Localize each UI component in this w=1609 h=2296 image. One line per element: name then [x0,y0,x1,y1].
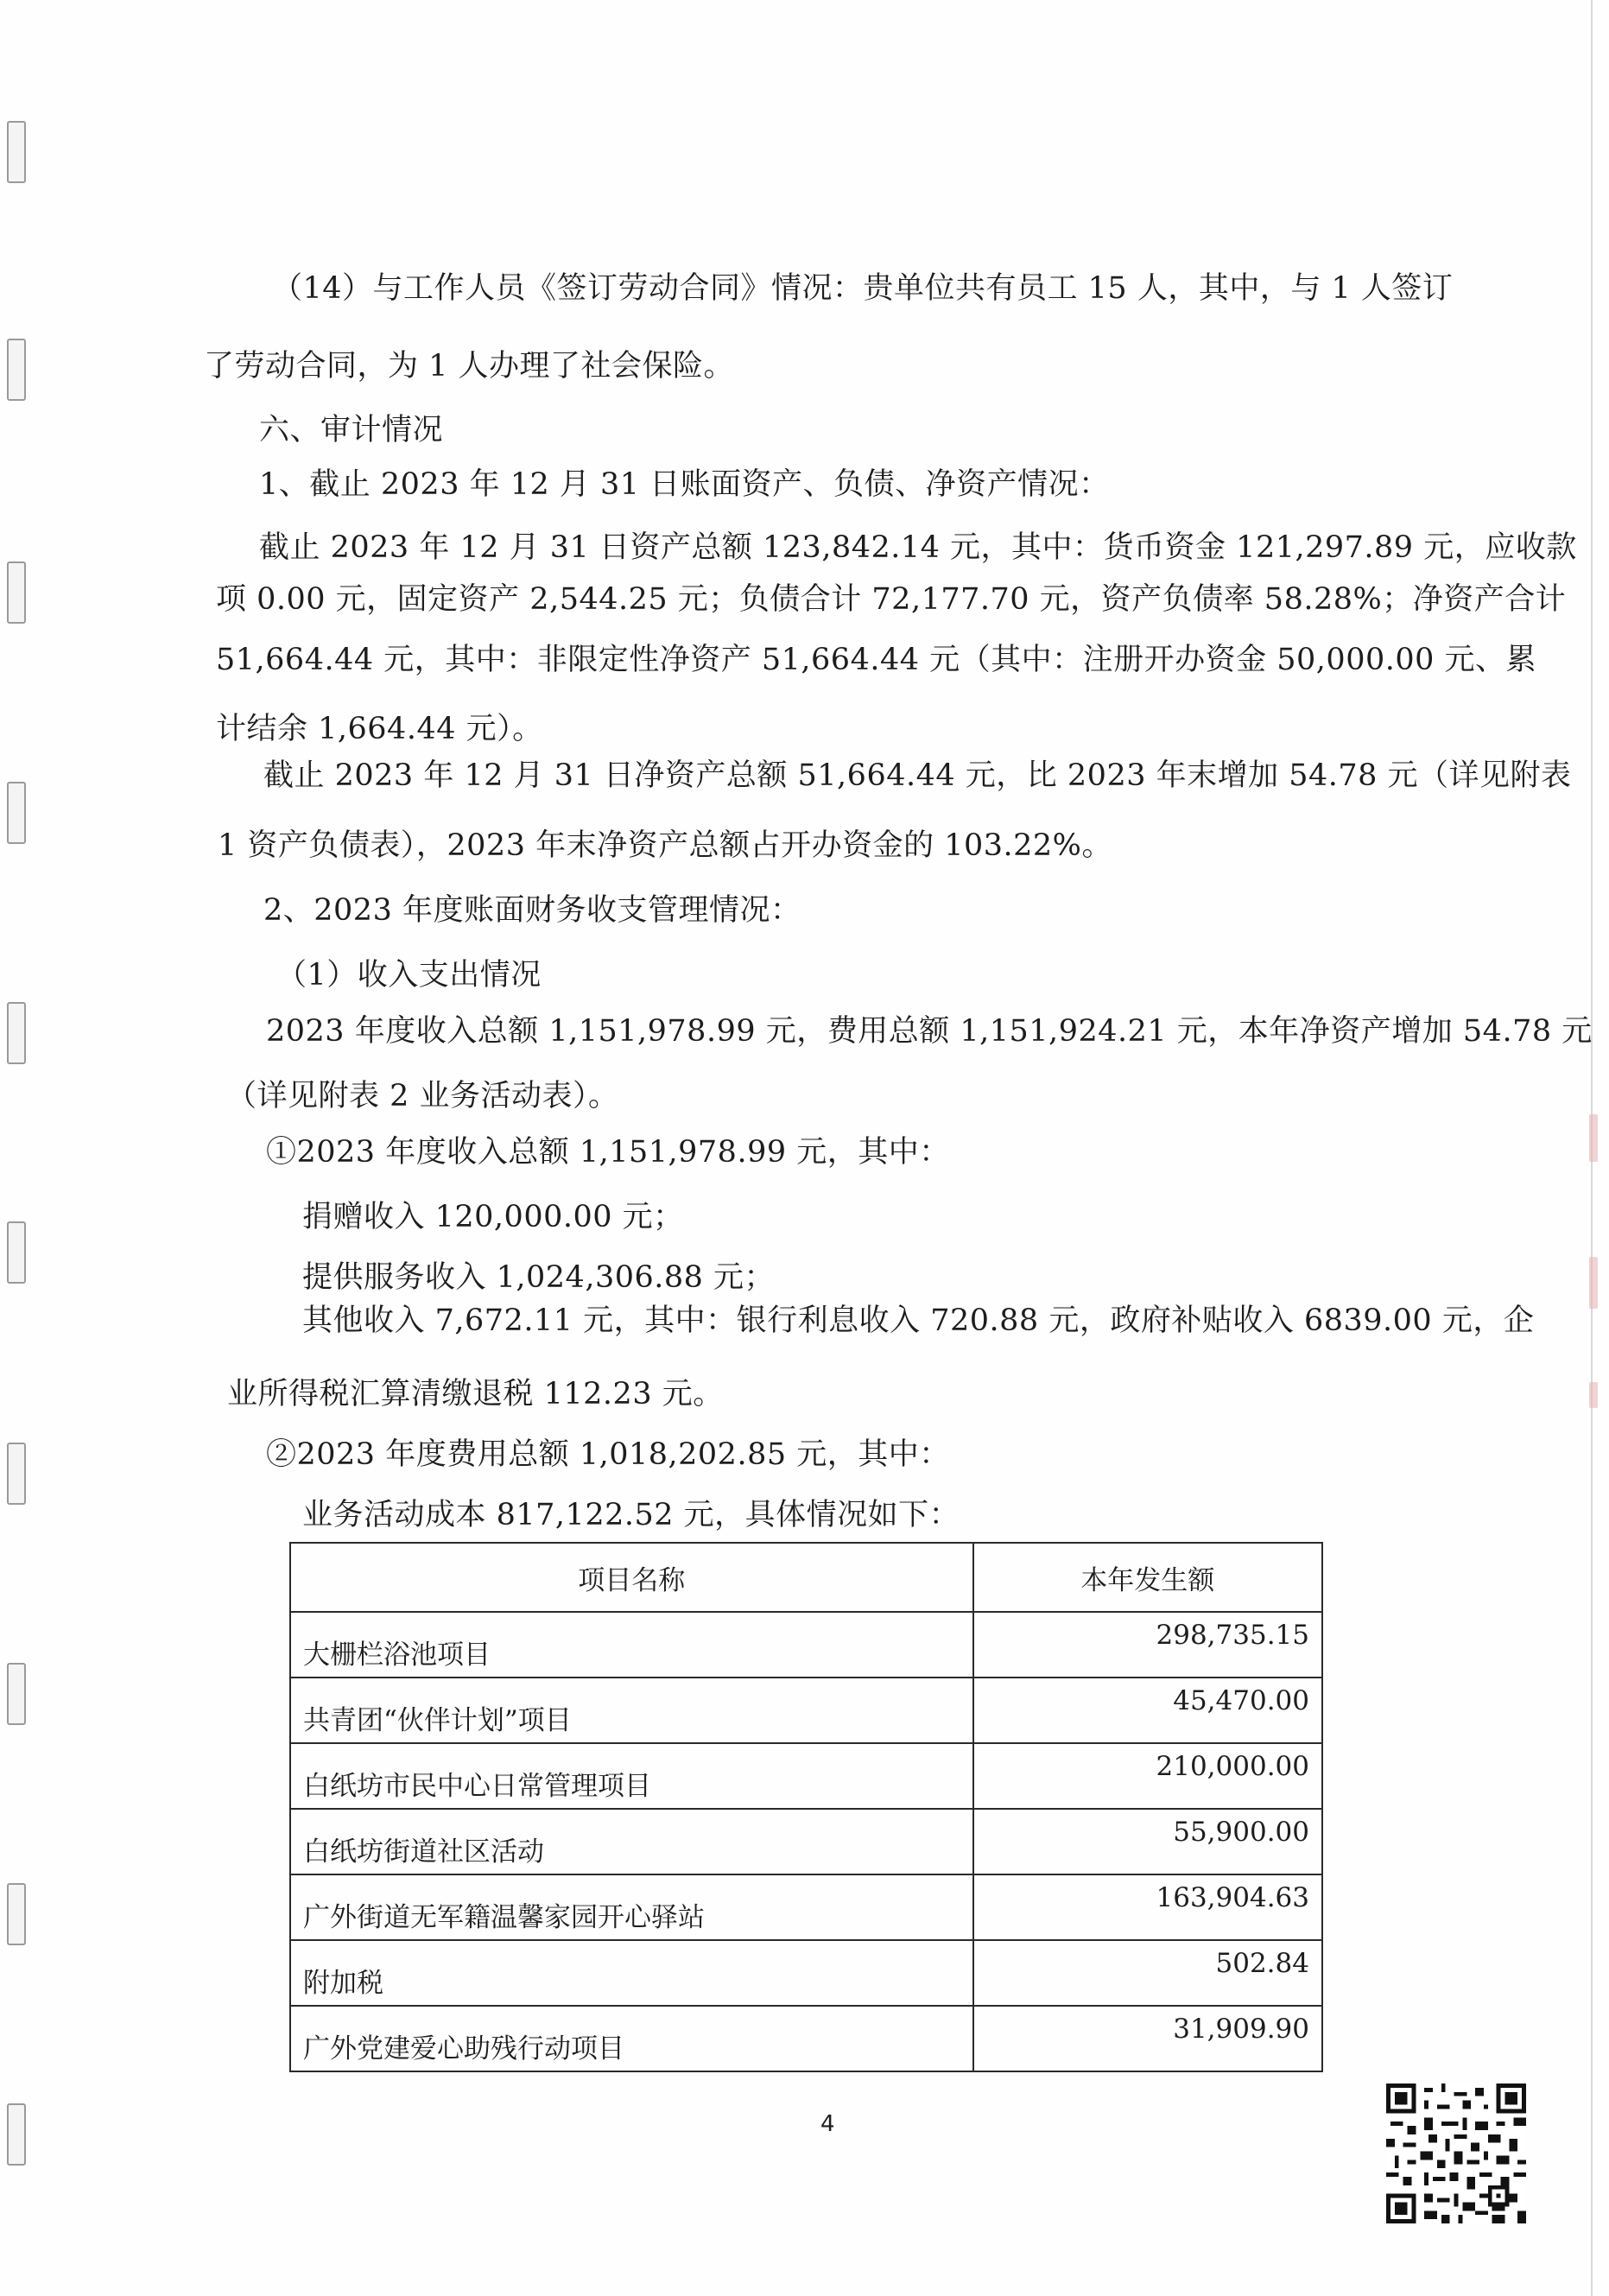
table-row [290,1874,1322,1940]
income-donation: 捐赠收入 120,000.00 元； [302,1200,684,1234]
business-cost-table [289,1542,1323,2072]
binding-hole-icon [7,782,26,844]
binding-hole-icon [7,561,26,624]
qr-code-icon [1386,2084,1526,2223]
seal-mark [1589,1114,1598,1162]
section-heading-audit: 六、审计情况 [259,413,444,447]
net-assets-line-1: 截止 2023 年 12 月 31 日净资产总额 51,664.44 元，比 2023 年末增加 54.78 元（详见附表 [263,758,1572,793]
labor-contract-line-1: （14）与工作人员《签订劳动合同》情况：贵单位共有员工 15 人，其中，与 1 人签订 [272,271,1454,306]
amount-cell: 502.84 [973,1940,1322,2006]
income-other-line-2: 业所得税汇算清缴退税 112.23 元。 [227,1377,724,1411]
table-row [290,2006,1322,2071]
income-service: 提供服务收入 1,024,306.88 元； [302,1260,776,1295]
section-2-title: 2、2023 年度账面财务收支管理情况： [263,893,801,928]
table-header-row [290,1543,1322,1612]
page-number: 4 [820,2111,835,2137]
project-name-cell: 大栅栏浴池项目 [290,1612,973,1678]
income-other-line-1: 其他收入 7,672.11 元，其中：银行利息收入 720.88 元，政府补贴收入 6839.00 元，企 [302,1303,1535,1338]
binding-hole-icon [7,1002,26,1064]
project-name-cell: 附加税 [290,1940,973,2006]
binding-hole-icon [7,1221,26,1284]
table-row [290,1612,1322,1678]
table-row [290,1678,1322,1743]
expense-total-title: ②2023 年度费用总额 1,018,202.85 元，其中： [266,1437,950,1472]
income-expense-line-1: 2023 年度收入总额 1,151,978.99 元，费用总额 1,151,924.21 元，本年净资产增加 54.78 元 [266,1014,1593,1049]
amount-cell: 163,904.63 [973,1874,1322,1940]
seal-mark [1589,1382,1598,1408]
amount-cell: 210,000.00 [973,1743,1322,1809]
project-name-cell: 共青团“伙伴计划”项目 [290,1678,973,1743]
net-assets-line-2: 1 资产负债表），2023 年末净资产总额占开办资金的 103.22%。 [218,828,1112,863]
subsection-1-title: （1）收入支出情况 [276,958,542,993]
binding-hole-icon [7,339,26,401]
project-name-cell: 白纸坊市民中心日常管理项目 [290,1743,973,1809]
assets-line-2: 项 0.00 元，固定资产 2,544.25 元；负债合计 72,177.70 元，资产负债率 58.28%；净资产合计 [216,582,1567,617]
amount-cell: 45,470.00 [973,1678,1322,1743]
labor-contract-line-2: 了劳动合同，为 1 人办理了社会保险。 [204,349,735,384]
assets-line-1: 截止 2023 年 12 月 31 日资产总额 123,842.14 元，其中：货币资金 121,297.89 元，应收款 [259,530,1577,565]
binding-hole-icon [7,2103,26,2166]
table-row [290,1940,1322,2006]
table-row [290,1743,1322,1809]
binding-hole-icon [7,1663,26,1725]
amount-cell: 31,909.90 [973,2006,1322,2071]
income-total-title: ①2023 年度收入总额 1,151,978.99 元，其中： [266,1135,950,1170]
project-name-cell: 广外街道无军籍温馨家园开心驿站 [290,1874,973,1940]
amount-cell: 55,900.00 [973,1809,1322,1874]
header-amount: 本年发生额 [973,1543,1322,1612]
table-row [290,1809,1322,1874]
project-name-cell: 白纸坊街道社区活动 [290,1809,973,1874]
income-expense-line-2: （详见附表 2 业务活动表）。 [226,1079,619,1113]
binding-hole-icon [7,121,26,183]
assets-line-3: 51,664.44 元，其中：非限定性净资产 51,664.44 元（其中：注册开办资金 50,000.00 元、累 [216,643,1537,677]
seal-mark [1589,1257,1598,1309]
section-1-title: 1、截止 2023 年 12 月 31 日账面资产、负债、净资产情况： [259,467,1110,502]
amount-cell: 298,735.15 [973,1612,1322,1678]
project-name-cell: 广外党建爱心助残行动项目 [290,2006,973,2071]
business-cost-intro: 业务活动成本 817,122.52 元，具体情况如下： [302,1498,960,1532]
assets-line-4: 计结余 1,664.44 元）。 [216,712,543,746]
binding-hole-icon [7,1443,26,1505]
header-project-name: 项目名称 [290,1543,973,1612]
binding-hole-icon [7,1883,26,1945]
